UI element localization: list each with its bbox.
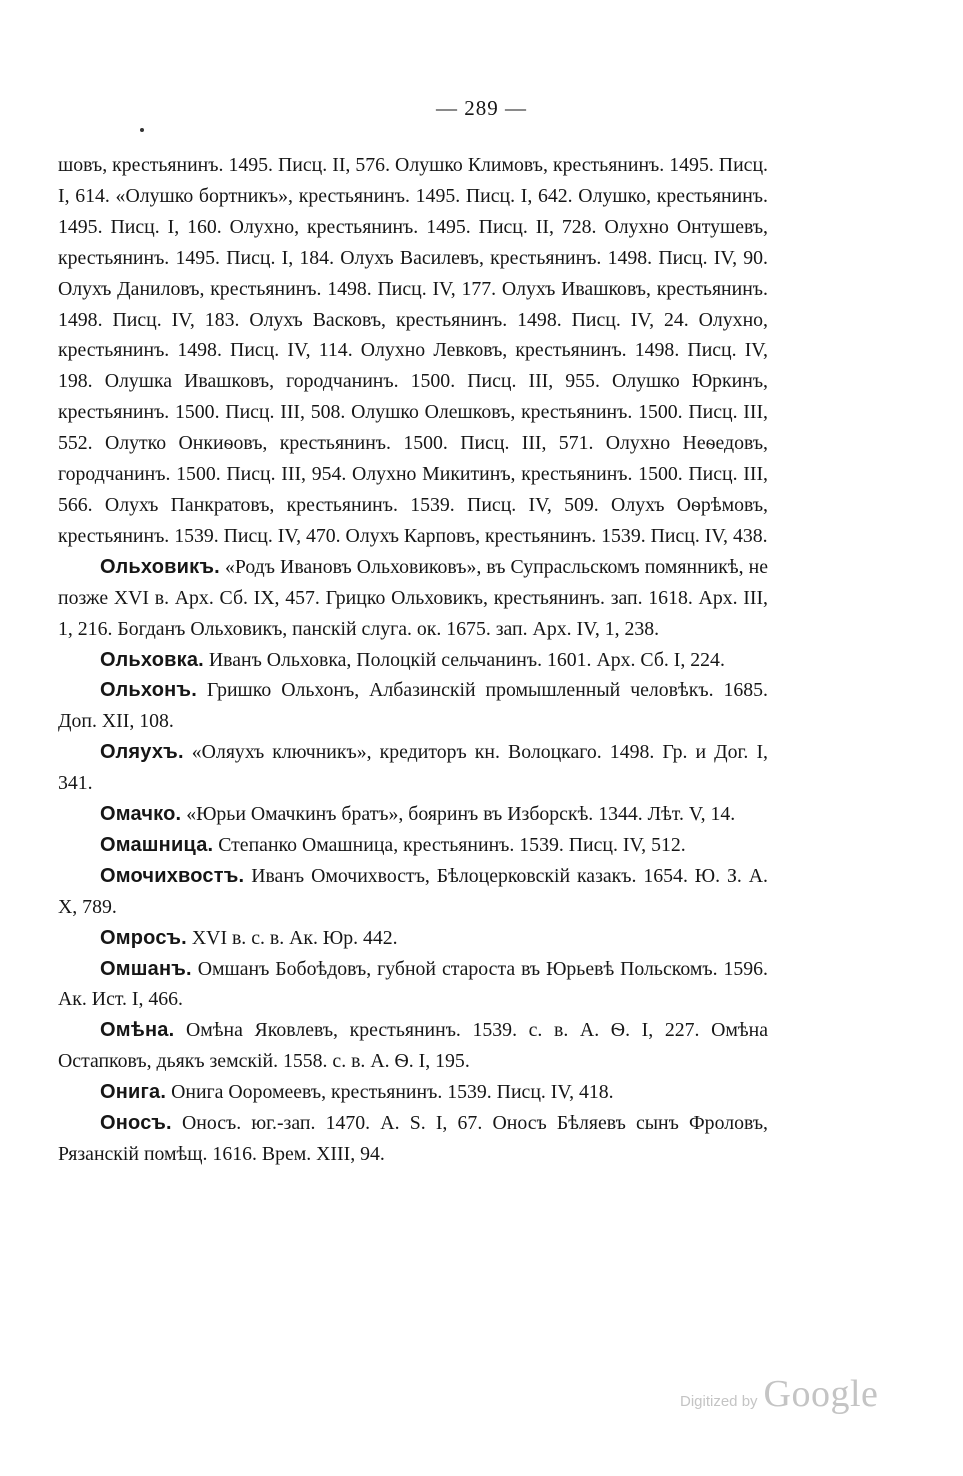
entry-onos — [58, 1108, 768, 1170]
entry-omochikhvost — [58, 861, 768, 923]
entry-text: «Родъ Ивановъ Ольховиковъ», въ Супрасльскомъ помянникѣ, не позже XVI в. Арх. Сб. IX, 457. Грицко Ольховикъ, крестьянинъ. зап. 1618. Арх. III, 1, 216. Богданъ Ольховикъ, панскій слуга. ок. 1675. зап. Арх. IV, 1, 238. — [58, 555, 768, 640]
entry-headword: Омашница. — [100, 833, 214, 856]
entry-text: Омѣна Яковлевъ, крестьянинъ. 1539. с. в. А. Ѳ. I, 227. Омѣна Остапковъ, дьякъ земскій. 1558. с. в. А. Ѳ. I, 195. — [58, 1019, 768, 1073]
entry-olyaukh — [58, 737, 768, 799]
dictionary-text — [58, 150, 768, 1170]
entry-headword: Ольховикъ. — [100, 555, 220, 578]
entry-omachko — [58, 799, 768, 830]
entry-text: Омшанъ Бобоѣдовъ, губной староста въ Юрьевѣ Польскомъ. 1596. Ак. Ист. I, 466. — [58, 957, 768, 1011]
entry-headword: Омросъ. — [100, 926, 187, 949]
entry-olkhovka — [58, 645, 768, 676]
entry-text: Оносъ. юг.-зап. 1470. А. S. I, 67. Оносъ Бѣляевъ сынъ Фроловъ, Рязанскій помѣщ. 1616. Врем. XIII, 94. — [58, 1112, 768, 1165]
entry-text: «Юрьи Омачкинъ братъ», бояринъ въ Изборскѣ. 1344. Лѣт. V, 14. — [181, 803, 736, 826]
entry-oniga — [58, 1077, 768, 1108]
watermark-prefix: Digitized by — [680, 1393, 758, 1410]
entry-omena — [58, 1015, 768, 1077]
entry-omros — [58, 923, 768, 954]
entry-headword: Омачко. — [100, 803, 182, 826]
continuation-paragraph: шовъ, крестьянинъ. 1495. Писц. II, 576. Олушко Климовъ, крестьянинъ. 1495. Писц. I, 614. «Олушко бортникъ», крестьянинъ. 1495. Писц. I, 642. Олушко, крестьянинъ. 1495. Писц. I, 160. Олухно, крестьянинъ. 1495. Писц. II, 728. Олухно Онтушевъ, крестьянинъ. 1495. Писц. I, 184. Олухъ Василевъ, крестьянинъ. 1498. Писц. IV, 90. Олухъ Даниловъ, крестьянинъ. 1498. Писц. IV, 177. Олухъ Ивашковъ, крестьянинъ. 1498. Писц. IV, 183. Олухъ Васковъ, крестьянинъ. 1498. Писц. IV, 24. Олухно, крестьянинъ. 1498. Писц. IV, 114. Олухно Левковъ, крестьянинъ. 1498. Писц. IV, 198. Олушка Ивашковъ, городчанинъ. 1500. Писц. III, 955. Олушко Юркинъ, крестьянинъ. 1500. Писц. III, 508. Олушко Олешковъ, крестьянинъ. 1500. Писц. III, 552. Олутко Онкиѳовъ, крестьянинъ. 1500. Писц. III, 571. Олухно Неѳедовъ, городчанинъ. 1500. Писц. III, 954. Олухно Микитинъ, крестьянинъ. 1500. Писц. III, 566. Олухъ Панкратовъ, крестьянинъ. 1539. Писц. IV, 509. Олухъ Оѳрѣмовъ, крестьянинъ. 1539. Писц. IV, 470. Олухъ Карповъ, крестьянинъ. 1539. Писц. IV, 438. — [58, 154, 768, 547]
entry-text: XVI в. с. в. Ак. Юр. 442. — [186, 926, 398, 949]
entry-text: Гришко Ольхонъ, Албазинскій промышленный человѣкъ. 1685. Доп. XII, 108. — [58, 679, 768, 733]
entry-text: Онига Ооромеевъ, крестьянинъ. 1539. Писц. IV, 418. — [166, 1081, 614, 1104]
page-number: — 289 — — [436, 96, 527, 120]
entry-omshan — [58, 954, 768, 1016]
entry-headword: Оляухъ. — [100, 741, 184, 764]
entry-olkhovik — [58, 552, 768, 645]
entry-olkhon — [58, 675, 768, 737]
digitized-watermark — [680, 1372, 900, 1415]
entry-text: «Оляухъ ключникъ», кредиторъ кн. Волоцкаго. 1498. Гр. и Дог. I, 341. — [58, 741, 768, 795]
entry-headword: Оносъ. — [100, 1112, 172, 1135]
print-speck — [140, 128, 144, 132]
entry-headword: Ольховка. — [100, 648, 204, 671]
entry-headword: Омшанъ. — [100, 957, 192, 980]
entry-headword: Омочихвостъ. — [100, 864, 245, 887]
entry-omashnitsa — [58, 830, 768, 861]
entry-text: Степанко Омашница, крестьянинъ. 1539. Писц. IV, 512. — [213, 833, 686, 856]
entry-text: Иванъ Ольховка, Полоцкій сельчанинъ. 1601. Арх. Сб. I, 224. — [203, 648, 725, 671]
entry-headword: Онига. — [100, 1081, 167, 1104]
entry-headword: Ольхонъ. — [100, 679, 197, 702]
entry-text: Иванъ Омочихвостъ, Бѣлоцерковскій казакъ. 1654. Ю. З. А. X, 789. — [58, 864, 768, 918]
entry-headword: Омѣна. — [100, 1019, 175, 1042]
watermark-brand: Google — [763, 1373, 879, 1415]
